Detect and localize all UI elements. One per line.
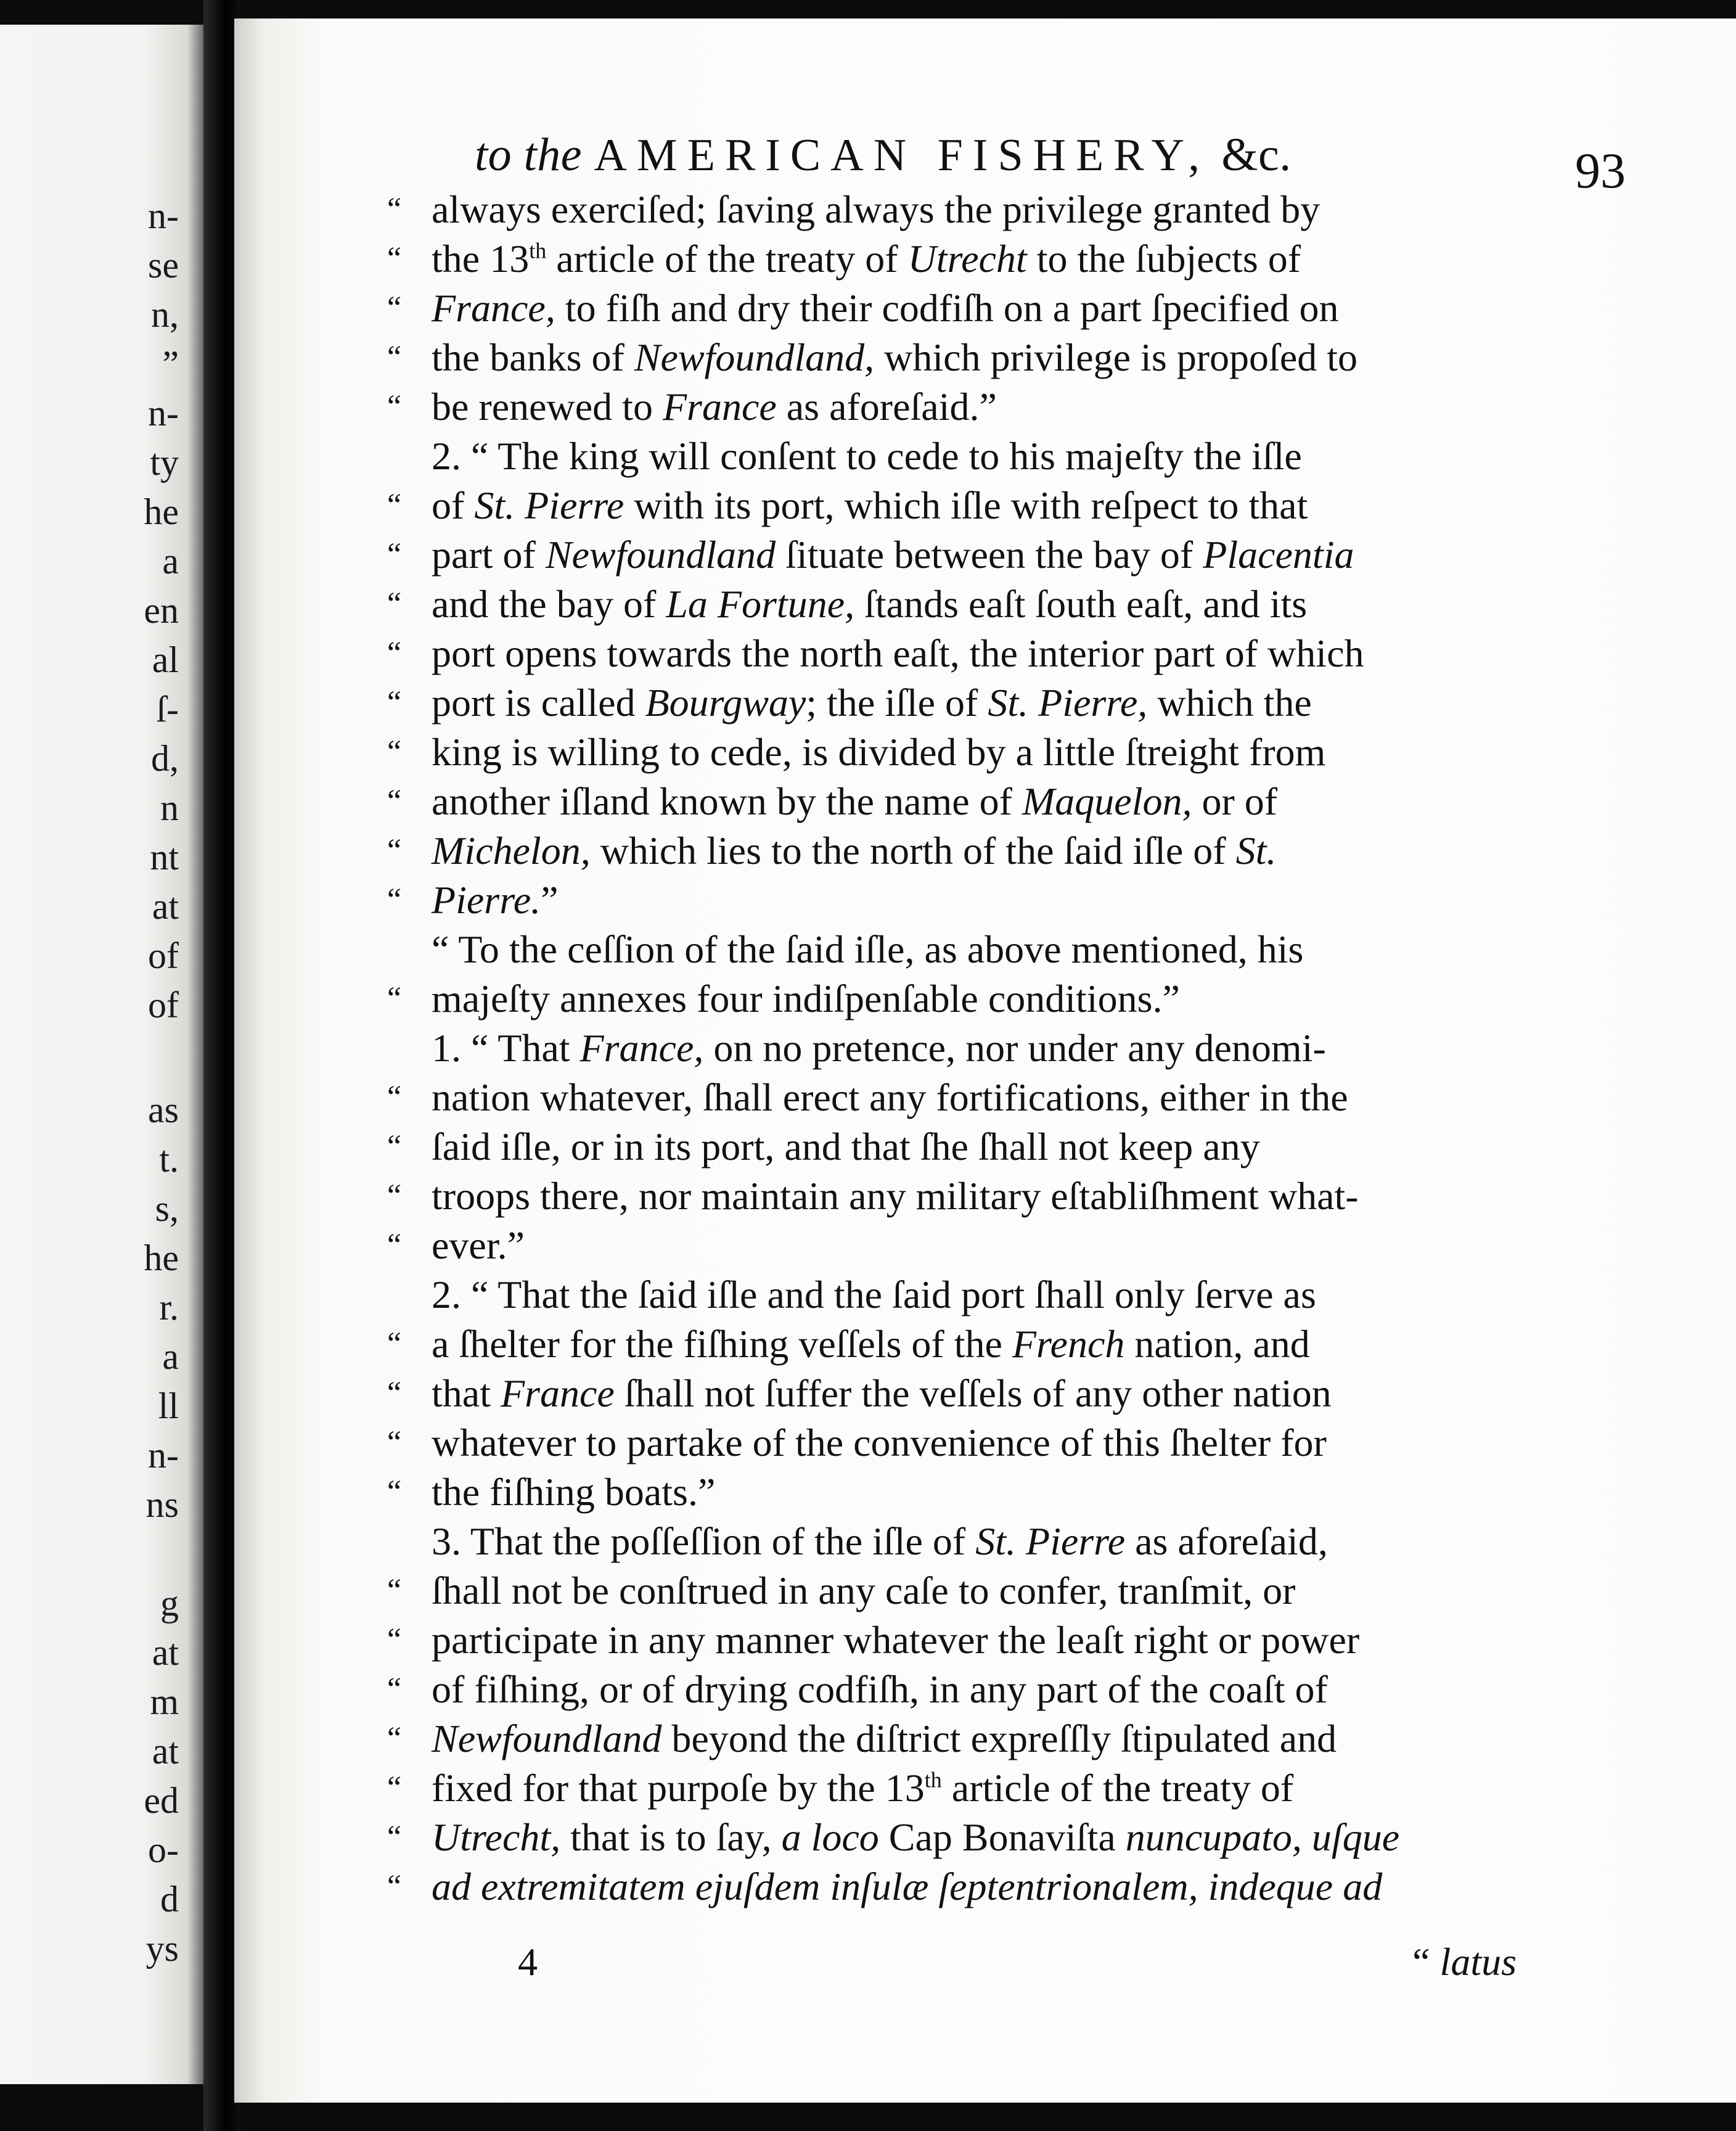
text-run: fixed for that purpoſe by the 13 bbox=[432, 1766, 925, 1810]
text-run: whatever to partake of the convenience of this ſhelter for bbox=[432, 1421, 1327, 1464]
left-page-fragment: ed bbox=[144, 1780, 179, 1821]
text-line bbox=[387, 1270, 1546, 1320]
body-text bbox=[387, 185, 1546, 1911]
left-page-fragment: he bbox=[144, 491, 179, 532]
quote-mark: “ bbox=[387, 1080, 402, 1115]
running-head-title: AMERICAN FISHERY, bbox=[594, 130, 1210, 181]
text-run: ſhall not ſuffer the veſſels of any other nation bbox=[614, 1371, 1332, 1415]
italic-text: St. Pierre bbox=[474, 483, 624, 527]
quote-mark: “ bbox=[387, 1326, 402, 1361]
text-run: as aforeſaid, bbox=[1125, 1519, 1328, 1563]
text-run: that is to ſay, bbox=[560, 1815, 782, 1859]
text-run: 2. “ The king will conſent to cede to his majeſty the iſle bbox=[432, 434, 1302, 478]
left-page-fragment: ns bbox=[145, 1484, 179, 1525]
quote-mark: “ bbox=[387, 1573, 402, 1608]
text-line bbox=[387, 1665, 1546, 1714]
italic-text: St. bbox=[1235, 829, 1277, 873]
text-line bbox=[387, 284, 1546, 333]
quote-mark: “ bbox=[387, 1425, 402, 1460]
text-run: which lies to the north of the ſaid iſle of bbox=[590, 829, 1236, 873]
text-run: which privilege is propoſed to bbox=[874, 335, 1357, 379]
italic-text: nuncupato, uſque bbox=[1125, 1815, 1400, 1859]
quote-mark: “ bbox=[387, 488, 402, 523]
text-run: nation whatever, ſhall erect any fortifications, either in the bbox=[432, 1075, 1348, 1119]
text-line bbox=[387, 1418, 1546, 1468]
superscript: th bbox=[529, 238, 547, 263]
italic-text: Newfoundland bbox=[432, 1717, 662, 1760]
text-run: that bbox=[432, 1371, 501, 1415]
text-run: Cap Bonaviſta bbox=[878, 1815, 1126, 1859]
italic-text: Pierre. bbox=[432, 878, 541, 922]
left-page-fragment: n- bbox=[148, 195, 179, 236]
quote-mark: “ bbox=[387, 537, 402, 572]
quote-mark: “ bbox=[387, 1376, 402, 1411]
text-line bbox=[387, 1221, 1546, 1270]
italic-text: Maquelon, bbox=[1022, 779, 1192, 823]
italic-text: Utrecht, bbox=[432, 1815, 561, 1859]
text-run: to the ſubjects of bbox=[1026, 237, 1301, 281]
text-run: troops there, nor maintain any military eſtabliſhment what- bbox=[432, 1174, 1359, 1218]
text-line bbox=[387, 1813, 1546, 1862]
text-run: 3. That the poſſeſſion of the iſle of bbox=[432, 1519, 976, 1563]
left-page-fragment: at bbox=[152, 886, 179, 927]
page-footer bbox=[234, 1939, 1517, 1989]
text-run bbox=[1198, 1865, 1208, 1908]
signature-mark: 4 bbox=[518, 1940, 538, 1984]
quote-mark: “ bbox=[387, 734, 402, 770]
text-line bbox=[387, 1369, 1546, 1418]
left-page-fragment: m bbox=[150, 1681, 179, 1722]
quote-mark: “ bbox=[387, 340, 402, 375]
text-line bbox=[387, 629, 1546, 678]
text-run: ſaid iſle, or in its port, and that ſhe ſhall not keep any bbox=[432, 1125, 1260, 1168]
left-page-fragment: a bbox=[162, 1336, 179, 1377]
text-line bbox=[387, 1320, 1546, 1369]
superscript: th bbox=[924, 1767, 942, 1792]
italic-text: Newfoundland, bbox=[634, 335, 875, 379]
italic-text: La Fortune, bbox=[666, 582, 855, 626]
quote-mark: “ bbox=[387, 1622, 402, 1657]
text-run: the fiſhing boats.” bbox=[432, 1470, 716, 1514]
text-run: port is called bbox=[432, 681, 645, 725]
left-page-fragment: ll bbox=[158, 1386, 179, 1426]
text-line bbox=[387, 1517, 1546, 1566]
quote-mark: “ bbox=[387, 685, 402, 720]
left-page-fragment: he bbox=[144, 1238, 179, 1278]
italic-text: France bbox=[500, 1371, 615, 1415]
text-run: article of the treaty of bbox=[941, 1766, 1294, 1810]
text-line bbox=[387, 234, 1546, 284]
italic-text: France bbox=[662, 385, 777, 429]
text-run: ſhall not be conſtrued in any caſe to confer, tranſmit, or bbox=[432, 1569, 1296, 1612]
text-line bbox=[387, 1714, 1546, 1764]
left-page-fragment: at bbox=[152, 1731, 179, 1772]
italic-text: Placentia bbox=[1203, 533, 1354, 577]
text-run: and the bay of bbox=[432, 582, 666, 626]
text-line bbox=[387, 925, 1546, 974]
text-line bbox=[387, 530, 1546, 580]
quote-mark: “ bbox=[387, 1672, 402, 1707]
text-run: port opens towards the north eaſt, the interior part of which bbox=[432, 631, 1364, 675]
left-page-fragment: at bbox=[152, 1632, 179, 1673]
quote-mark: “ bbox=[387, 833, 402, 868]
text-line bbox=[387, 1073, 1546, 1122]
text-run: “ To the ceſſion of the ſaid iſle, as above mentioned, his bbox=[432, 927, 1304, 971]
text-run: beyond the diſtrict expreſſly ſtipulated and bbox=[661, 1717, 1337, 1760]
text-run: another iſland known by the name of bbox=[432, 779, 1022, 823]
left-page-fragment: r. bbox=[159, 1287, 179, 1328]
running-head-suffix: &c. bbox=[1221, 129, 1292, 181]
italic-text: St. Pierre, bbox=[988, 681, 1148, 725]
text-line bbox=[387, 974, 1546, 1024]
catchword bbox=[1412, 1939, 1517, 1985]
text-line bbox=[387, 728, 1546, 777]
italic-text: Newfoundland bbox=[545, 533, 776, 577]
text-line bbox=[387, 185, 1546, 234]
text-line bbox=[387, 382, 1546, 432]
left-page-fragment: t. bbox=[159, 1139, 179, 1180]
italic-text: French bbox=[1012, 1322, 1125, 1366]
text-line bbox=[387, 580, 1546, 629]
left-page-fragment: g bbox=[160, 1583, 179, 1624]
quote-mark: “ bbox=[387, 1178, 402, 1213]
text-run: 2. “ That the ſaid iſle and the ſaid port ſhall only ſerve as bbox=[432, 1273, 1316, 1316]
text-run: ; the iſle of bbox=[806, 681, 988, 725]
text-run: with its port, which iſle with reſpect to that bbox=[624, 483, 1308, 527]
quote-mark: “ bbox=[387, 636, 402, 671]
text-line bbox=[387, 1024, 1546, 1073]
italic-text: Utrecht bbox=[907, 237, 1027, 281]
text-line bbox=[387, 1862, 1546, 1911]
text-line bbox=[387, 826, 1546, 876]
quote-mark: “ bbox=[387, 1721, 402, 1756]
quote-mark: “ bbox=[387, 389, 402, 424]
italic-text: ad extremitatem ejuſdem inſulæ ſeptentrionalem, bbox=[432, 1865, 1198, 1908]
left-page-fragment: d, bbox=[151, 738, 179, 779]
left-page-fragment: n- bbox=[148, 1435, 179, 1476]
quote-mark: “ bbox=[387, 586, 402, 622]
running-head-prefix: to the bbox=[475, 129, 582, 181]
italic-text: St. Pierre bbox=[975, 1519, 1126, 1563]
quote-mark: “ bbox=[387, 192, 402, 227]
left-page-fragment: n- bbox=[148, 393, 179, 433]
text-line bbox=[387, 333, 1546, 382]
text-run: or of bbox=[1192, 779, 1278, 823]
text-run: ever.” bbox=[432, 1223, 525, 1267]
text-run: as aforeſaid.” bbox=[776, 385, 997, 429]
italic-text: indeque ad bbox=[1208, 1865, 1383, 1908]
text-line bbox=[387, 432, 1546, 481]
text-run: the 13 bbox=[432, 237, 530, 281]
left-page-fragment: al bbox=[152, 639, 179, 680]
text-run: 1. “ That bbox=[432, 1026, 580, 1070]
quote-mark: “ bbox=[387, 241, 402, 276]
left-page-fragment: a bbox=[162, 541, 179, 581]
text-line bbox=[387, 1764, 1546, 1813]
left-page-fragment: ” bbox=[162, 343, 179, 384]
text-line bbox=[387, 1616, 1546, 1665]
italic-text: Michelon, bbox=[432, 829, 591, 873]
text-line bbox=[387, 777, 1546, 826]
quote-mark: “ bbox=[387, 1474, 402, 1509]
left-page-fragment: en bbox=[144, 590, 179, 631]
left-page-fragment: n bbox=[160, 787, 179, 828]
text-run: the banks of bbox=[432, 335, 634, 379]
left-page-fragment: s, bbox=[155, 1188, 179, 1229]
text-run: of bbox=[432, 483, 475, 527]
text-line bbox=[387, 1566, 1546, 1616]
left-page-fragment: ty bbox=[150, 442, 179, 483]
text-run: on no pretence, nor under any denomi- bbox=[703, 1026, 1326, 1070]
page-number: 93 bbox=[1575, 142, 1626, 199]
text-run: nation, and bbox=[1124, 1322, 1310, 1366]
text-line bbox=[387, 678, 1546, 728]
left-page-fragment: d bbox=[160, 1879, 179, 1920]
quote-mark: “ bbox=[387, 784, 402, 819]
quote-mark: “ bbox=[387, 882, 402, 918]
catchword-quote: “ bbox=[1412, 1940, 1430, 1984]
text-run: participate in any manner whatever the leaſt right or power bbox=[432, 1618, 1360, 1662]
text-line bbox=[387, 1122, 1546, 1172]
left-page-fragment: ſ- bbox=[156, 689, 179, 729]
text-run: ” bbox=[541, 878, 559, 922]
text-line bbox=[387, 1172, 1546, 1221]
quote-mark: “ bbox=[387, 290, 402, 326]
left-page-fragment: ys bbox=[145, 1928, 179, 1969]
text-run: always exerciſed; ſaving always the privilege granted by bbox=[432, 187, 1320, 231]
text-run: which the bbox=[1147, 681, 1312, 725]
italic-text: France, bbox=[432, 286, 555, 330]
quote-mark: “ bbox=[387, 1129, 402, 1164]
left-page-fragment: se bbox=[148, 245, 179, 285]
text-run: king is willing to cede, is divided by a little ſtreight from bbox=[432, 730, 1326, 774]
text-line bbox=[387, 481, 1546, 530]
text-run: article of the treaty of bbox=[546, 237, 908, 281]
text-run: a ſhelter for the fiſhing veſſels of the bbox=[432, 1322, 1012, 1366]
text-run: ſtands eaſt ſouth eaſt, and its bbox=[854, 582, 1308, 626]
book-page bbox=[234, 18, 1736, 2103]
quote-mark: “ bbox=[387, 1770, 402, 1805]
left-page-fragment: of bbox=[148, 985, 179, 1025]
left-page-fragment: as bbox=[148, 1090, 179, 1130]
text-run: part of bbox=[432, 533, 546, 577]
text-run: majeſty annexes four indiſpenſable conditions.” bbox=[432, 977, 1180, 1020]
quote-mark: “ bbox=[387, 981, 402, 1016]
text-line bbox=[387, 876, 1546, 925]
italic-text: France, bbox=[579, 1026, 704, 1070]
italic-text: Bourgway bbox=[645, 681, 806, 725]
catchword-text: latus bbox=[1439, 1940, 1517, 1984]
text-run: to fiſh and dry their codfiſh on a part ſpecified on bbox=[555, 286, 1339, 330]
text-run: be renewed to bbox=[432, 385, 663, 429]
text-run: of fiſhing, or of drying codfiſh, in any part of the coaſt of bbox=[432, 1667, 1328, 1711]
quote-mark: “ bbox=[387, 1869, 402, 1904]
text-line bbox=[387, 1468, 1546, 1517]
left-page-fragment: nt bbox=[150, 837, 179, 877]
quote-mark: “ bbox=[387, 1228, 402, 1263]
text-run: ſituate between the bay of bbox=[776, 533, 1203, 577]
italic-text: a loco bbox=[781, 1815, 879, 1859]
left-page-fragment: n, bbox=[151, 294, 179, 335]
quote-mark: “ bbox=[387, 1820, 402, 1855]
previous-page-fragment bbox=[0, 25, 203, 2084]
running-head bbox=[475, 128, 1292, 182]
left-page-fragment: of bbox=[148, 935, 179, 976]
left-page-fragment: o- bbox=[148, 1829, 179, 1870]
